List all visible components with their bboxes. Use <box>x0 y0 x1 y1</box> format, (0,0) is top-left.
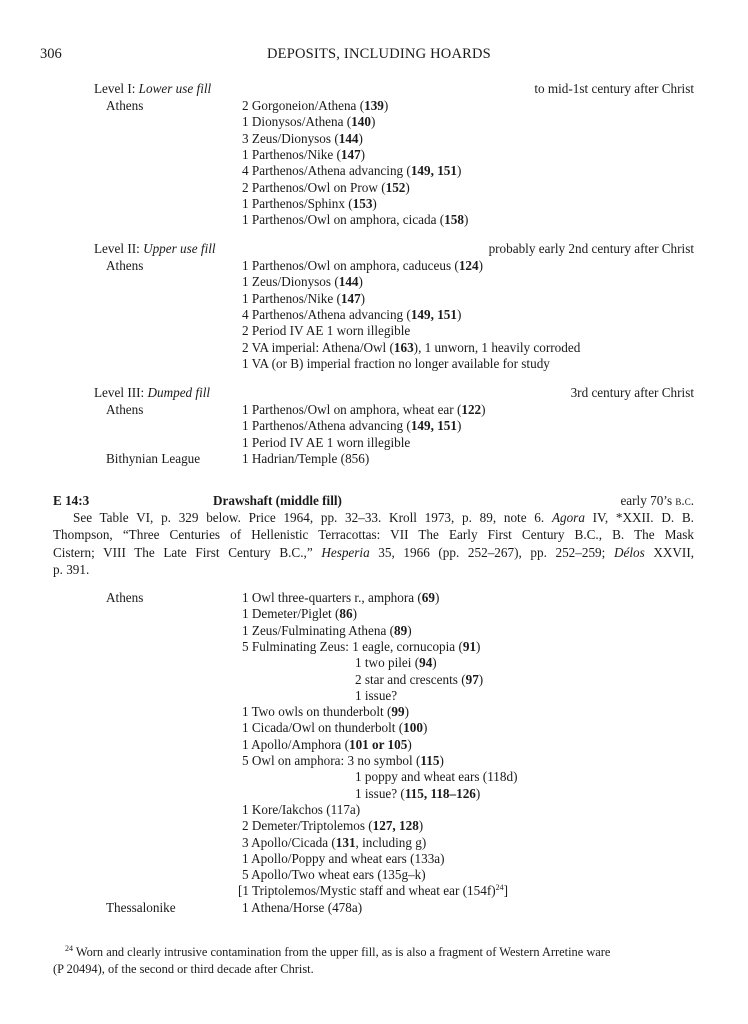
coin-row <box>0 211 748 228</box>
footnote-line-1 <box>53 944 694 961</box>
coin-description <box>242 306 461 323</box>
coin-text: 4 Parthenos/Athena advancing ( <box>242 163 411 179</box>
coin-row <box>0 638 748 655</box>
coin-description <box>242 97 388 114</box>
reference-text: p. 391. <box>53 561 90 577</box>
coin-text-after: ) <box>407 736 412 752</box>
coin-catalog-number: 69 <box>421 590 435 605</box>
coin-description <box>242 719 427 736</box>
coin-row <box>0 195 748 212</box>
coin-description <box>242 355 550 372</box>
coin-catalog-number: 86 <box>339 606 353 622</box>
coin-text-after: ) <box>463 212 469 228</box>
coin-text-after: ) <box>478 671 484 687</box>
coin-catalog-number: 124 <box>458 258 479 273</box>
footnote-marker: 24 <box>65 944 73 953</box>
coin-text: 2 Gorgoneion/Athena ( <box>242 98 365 113</box>
coin-description <box>242 113 375 130</box>
level-date: probably early 2nd century after Christ <box>488 241 694 256</box>
coin-row <box>0 850 748 867</box>
coin-row <box>0 130 748 147</box>
footnote <box>53 944 694 977</box>
reference-italic: Hesperia <box>321 544 370 560</box>
coin-text-after: ) <box>404 704 409 720</box>
coin-description <box>242 257 483 274</box>
coin-text: 1 Athena/Horse (478a) <box>242 899 363 915</box>
coin-row <box>0 179 748 196</box>
coin-catalog-number: 127, 128 <box>372 818 419 834</box>
coin-catalog-number: 91 <box>462 638 477 654</box>
coin-row <box>0 401 748 418</box>
coin-text-after: ) <box>476 638 481 654</box>
reference-text: 35, 1966 (pp. 252–267), pp. 252–259; <box>369 544 614 560</box>
coin-text: 1 Dionysos/Athena ( <box>242 114 352 130</box>
coin-row <box>0 622 748 639</box>
coin-text: 1 Parthenos/Owl on amphora, cicada ( <box>242 212 445 228</box>
coin-text: 1 Owl three-quarters r., amphora ( <box>242 590 422 605</box>
coin-text: 1 Two owls on thunderbolt ( <box>242 704 392 720</box>
coin-description <box>355 654 437 671</box>
coin-row <box>0 866 748 883</box>
coin-row <box>0 882 748 899</box>
coin-text-after: ) <box>352 606 358 622</box>
level-label-prefix: Level I: <box>94 81 139 96</box>
coin-text: 1 Parthenos/Owl on amphora, wheat ear ( <box>242 402 462 417</box>
coin-text: 1 VA (or B) imperial fraction no longer available for study <box>242 355 550 371</box>
mint-name: Athens <box>106 98 144 113</box>
coin-text: 1 Hadrian/Temple (856) <box>242 450 370 466</box>
coin-text-after: ) <box>383 98 389 113</box>
coin-description <box>242 417 461 434</box>
coin-catalog-number: 163 <box>393 339 414 355</box>
coin-description <box>242 850 445 867</box>
coin-row <box>0 146 748 163</box>
level-date: to mid-1st century after Christ <box>534 81 694 96</box>
coin-text-after: ) <box>360 146 366 162</box>
footnote-text-1: Worn and clearly intrusive contamination from the upper fill, as is also a fragment of Western Arretine ware <box>75 945 611 959</box>
coin-text: 1 Apollo/Amphora ( <box>242 736 349 752</box>
coin-text-after: ) <box>432 655 437 671</box>
level-heading-row <box>0 80 748 97</box>
coin-text: 1 Zeus/Dionysos ( <box>242 274 339 290</box>
coin-description <box>242 273 363 290</box>
deposit-date-era: b.c. <box>675 493 694 508</box>
coin-text-after: , including g) <box>355 834 427 850</box>
coin-row <box>0 899 748 916</box>
coin-text: 1 Zeus/Fulminating Athena ( <box>242 622 395 638</box>
coin-text: [1 Triptolemos/Mystic staff and wheat ear (154f) <box>238 883 496 899</box>
coin-row <box>0 785 748 802</box>
coin-text: 1 Cicada/Owl on thunderbolt ( <box>242 720 404 736</box>
coin-catalog-number: 115 <box>420 753 440 768</box>
coin-text-after: ) <box>434 590 440 605</box>
coin-description <box>242 195 377 212</box>
coin-catalog-number: 131 <box>335 834 356 850</box>
reference-text: Thompson, “Three Centuries of Hellenistic Terracottas: VII The Early First Century B.C., B. The Mask <box>53 527 694 543</box>
coin-row <box>0 671 748 688</box>
coin-text-after: ) <box>481 402 486 417</box>
coin-text: 1 issue? <box>355 687 398 703</box>
running-title: DEPOSITS, INCLUDING HOARDS <box>267 46 491 62</box>
reference-text: IV, *XXII. D. B. <box>584 510 694 525</box>
coin-text: 4 Parthenos/Athena advancing ( <box>242 306 411 322</box>
coin-text: 2 Parthenos/Owl on Prow ( <box>242 179 386 195</box>
coin-text: 5 Fulminating Zeus: 1 eagle, cornucopia ( <box>242 638 463 654</box>
coin-row <box>0 752 748 769</box>
coin-description <box>242 605 357 622</box>
coin-text: 5 Owl on amphora: 3 no symbol ( <box>242 753 421 768</box>
coin-description <box>242 752 444 769</box>
mint-name: Athens <box>106 258 144 273</box>
coin-catalog-number: 144 <box>338 130 359 146</box>
coin-description <box>238 882 508 899</box>
coin-row <box>0 339 748 356</box>
coin-description <box>355 785 480 802</box>
coin-catalog-number: 152 <box>385 179 406 195</box>
coin-catalog-number: 139 <box>364 98 384 113</box>
coin-catalog-number: 147 <box>340 146 361 162</box>
coin-description <box>242 817 423 834</box>
reference-text: Cistern; VIII The Late First Century B.C.,” <box>53 544 322 560</box>
coin-text: 1 Apollo/Poppy and wheat ears (133a) <box>242 850 445 866</box>
coin-description <box>242 736 412 753</box>
coin-description <box>355 671 483 688</box>
reference-text: XXVII, <box>644 544 694 560</box>
coin-text: 1 two pilei ( <box>355 655 420 671</box>
coin-row <box>0 605 748 622</box>
coin-text-after: ) <box>456 418 462 434</box>
coin-text-after: ) <box>405 179 410 195</box>
coin-row <box>0 589 748 606</box>
coin-text-after: ) <box>456 163 462 179</box>
coin-catalog-number: 100 <box>403 720 423 736</box>
coin-text: 1 Kore/Iakchos (117a) <box>242 801 361 817</box>
coin-description <box>242 434 410 451</box>
level-label <box>94 80 211 97</box>
coin-description <box>242 638 480 655</box>
coin-row <box>0 162 748 179</box>
mint-name: Athens <box>106 402 144 417</box>
coin-catalog-number: 122 <box>461 402 482 417</box>
level-label-italic: Lower use fill <box>138 81 212 96</box>
level-heading-row <box>0 240 748 257</box>
coin-row <box>0 434 748 451</box>
coin-row <box>0 273 748 290</box>
coin-text-after: ) <box>478 258 483 273</box>
coin-text: 1 Parthenos/Athena advancing ( <box>242 418 411 434</box>
deposit-date <box>620 492 694 509</box>
coin-catalog-number: 158 <box>444 212 464 228</box>
coin-text: 1 Parthenos/Sphinx ( <box>242 195 353 211</box>
coin-catalog-number: 140 <box>351 114 371 130</box>
coin-row <box>0 322 748 339</box>
coin-text: 2 star and crescents ( <box>355 671 466 687</box>
coin-description <box>242 589 439 606</box>
coin-text-after: ), 1 unworn, 1 heavily corroded <box>413 339 581 355</box>
reference-text: See Table VI, p. 329 below. Price 1964, pp. 32–33. Kroll 1973, p. 89, note 6. <box>73 510 552 525</box>
coin-text: 3 Apollo/Cicada ( <box>242 834 336 850</box>
footnote-text-2: (P 20494), of the second or third decade after Christ. <box>53 961 314 976</box>
deposit-title: Drawshaft (middle fill) <box>213 493 342 508</box>
level-label-italic: Dumped fill <box>147 385 211 400</box>
mint-name: Athens <box>106 590 144 605</box>
coin-catalog-number: 101 or 105 <box>348 736 408 752</box>
coin-description <box>355 687 397 704</box>
coin-text: 1 Period IV AE 1 worn illegible <box>242 434 411 450</box>
coin-description <box>242 290 365 307</box>
coin-text-after: ) <box>418 818 424 834</box>
coin-catalog-number: 94 <box>419 655 433 671</box>
coin-catalog-number: 153 <box>352 195 373 211</box>
reference-italic: Délos <box>613 544 645 560</box>
coin-description <box>242 834 426 851</box>
footnote-reference: 24 <box>495 883 504 893</box>
coin-text-after: ) <box>456 306 462 322</box>
coin-row <box>0 417 748 434</box>
reference-italic: Agora <box>551 510 585 525</box>
coin-text-after: ) <box>370 114 376 130</box>
coin-row <box>0 834 748 851</box>
coin-catalog-number: 99 <box>391 704 405 720</box>
coin-text: 3 Zeus/Dionysos ( <box>242 130 339 146</box>
coin-description <box>242 179 410 196</box>
coin-text-after: ) <box>360 290 366 306</box>
coin-row <box>0 768 748 785</box>
reference-line <box>53 544 694 561</box>
coin-text: 2 Period IV AE 1 worn illegible <box>242 323 411 339</box>
coin-description <box>242 162 461 179</box>
coin-row <box>0 257 748 274</box>
coin-description <box>242 622 412 639</box>
coin-catalog-number: 147 <box>340 290 361 306</box>
coin-text: 2 Demeter/Triptolemos ( <box>242 818 373 834</box>
coin-text-after: ) <box>407 622 412 638</box>
coin-catalog-number: 149, 151 <box>410 163 457 179</box>
mint-name: Bithynian League <box>106 450 201 466</box>
coin-text: 1 poppy and wheat ears (118d) <box>355 769 518 785</box>
coin-description <box>355 768 517 785</box>
coin-row <box>0 654 748 671</box>
coin-text: 1 Demeter/Piglet ( <box>242 606 340 622</box>
coin-text-after: ) <box>439 753 444 768</box>
coin-text-after: ) <box>422 720 428 736</box>
coin-description <box>242 866 426 883</box>
closing-bracket: ] <box>503 883 509 899</box>
coin-text: 1 Parthenos/Nike ( <box>242 146 341 162</box>
coin-row <box>0 306 748 323</box>
page-number: 306 <box>40 46 62 62</box>
coin-text: 1 issue? ( <box>355 785 405 801</box>
level-label <box>94 384 210 401</box>
coin-catalog-number: 149, 151 <box>410 418 457 434</box>
reference-line <box>53 561 694 578</box>
deposit-id: E 14:3 <box>53 493 90 508</box>
coin-row <box>0 817 748 834</box>
level-label-italic: Upper use fill <box>143 241 216 256</box>
coin-description <box>242 450 369 467</box>
coin-catalog-number: 97 <box>465 671 479 687</box>
coin-row <box>0 736 748 753</box>
coin-catalog-number: 149, 151 <box>410 306 457 322</box>
deposit-heading-row <box>0 492 748 509</box>
mint-name: Thessalonike <box>106 899 176 915</box>
coin-row <box>0 97 748 114</box>
coin-description <box>242 339 580 356</box>
coin-row <box>0 355 748 372</box>
coin-row <box>0 801 748 818</box>
reference-line <box>53 526 694 543</box>
coin-row <box>0 113 748 130</box>
coin-text: 2 VA imperial: Athena/Owl ( <box>242 339 394 355</box>
coin-catalog-number: 115, 118–126 <box>404 785 476 801</box>
coin-text: 1 Parthenos/Nike ( <box>242 290 341 306</box>
coin-description <box>242 801 360 818</box>
coin-row <box>0 450 748 467</box>
coin-row <box>0 703 748 720</box>
level-label-prefix: Level III: <box>94 385 148 400</box>
coin-text: 1 Parthenos/Owl on amphora, caduceus ( <box>242 258 459 273</box>
coin-description <box>242 211 468 228</box>
level-date: 3rd century after Christ <box>570 385 694 400</box>
footnote-line-2 <box>53 961 694 978</box>
level-label-prefix: Level II: <box>94 241 144 256</box>
coin-catalog-number: 144 <box>338 274 359 290</box>
deposit-date-text: early 70’s <box>620 493 676 508</box>
coin-text-after: ) <box>475 785 481 801</box>
coin-description <box>242 401 486 418</box>
coin-description <box>242 130 363 147</box>
coin-row <box>0 719 748 736</box>
level-label <box>94 240 216 257</box>
coin-text-after: ) <box>358 130 363 146</box>
coin-text: 5 Apollo/Two wheat ears (135g–k) <box>242 867 426 883</box>
coin-description <box>242 146 365 163</box>
coin-row <box>0 687 748 704</box>
coin-description <box>242 899 362 916</box>
coin-text-after: ) <box>372 195 377 211</box>
coin-description <box>242 703 409 720</box>
coin-description <box>242 322 410 339</box>
coin-catalog-number: 89 <box>394 622 408 638</box>
reference-line <box>73 509 694 526</box>
coin-text-after: ) <box>358 274 363 290</box>
coin-row <box>0 290 748 307</box>
level-heading-row <box>0 384 748 401</box>
